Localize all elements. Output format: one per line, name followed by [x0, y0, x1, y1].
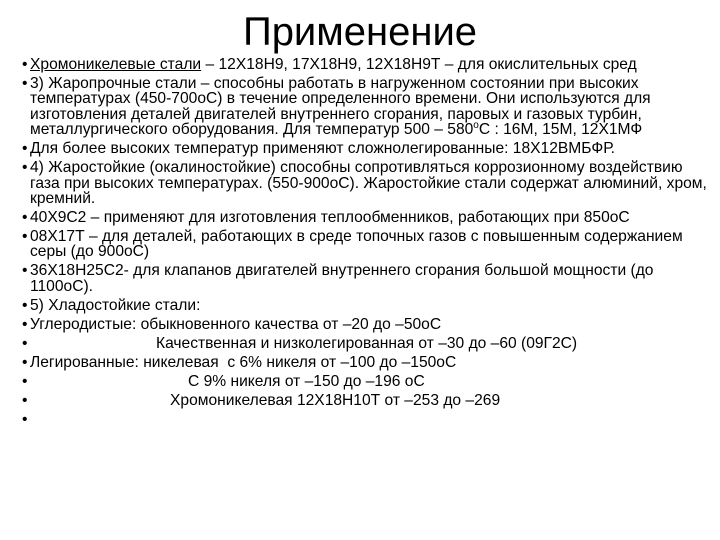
list-item-text-tail: С : 16М, 15М, 12Х1МФ — [478, 121, 643, 139]
bullet: • — [22, 56, 28, 73]
list-item-text: Хромоникелевая 12Х18Н10Т от –253 до –269 — [170, 391, 501, 409]
list-item — [22, 298, 712, 313]
list-item-text: Качественная и низколегированная от –30 до –60 (09Г2С) — [156, 334, 578, 352]
list-item-text: 4) Жаростойкие (окалиностойкие) способны сопротивляться коррозионному воздействию газа при высоких температурах. (550-900оС). Жаростойкие стали содержат алюминий, хром, кремний. — [30, 159, 707, 208]
bullet: • — [22, 296, 28, 314]
bullet: • — [22, 391, 28, 409]
list-item-text: С 9% никеля от –150 до –196 оС — [188, 372, 425, 390]
list-item — [22, 229, 712, 260]
list-item — [22, 160, 712, 206]
list-item-text: Легированные: никелевая с 6% никеля от –100 до –150оС — [30, 353, 457, 371]
list-item — [22, 336, 712, 351]
list-item-text: Для более высоких температур применяют сложнолегированные: 18Х12ВМБФР. — [30, 140, 615, 158]
bullet: • — [22, 410, 28, 428]
list-item — [22, 317, 712, 332]
list-item-lead: Хромоникелевые стали — [30, 56, 202, 73]
slide-title: Применение — [242, 10, 478, 54]
bullet: • — [22, 262, 28, 280]
list-item-text: Углеродистые: обыкновенного качества от –20 до –50оС — [30, 315, 442, 333]
bullet: • — [22, 159, 28, 177]
bullet: • — [22, 372, 28, 390]
bullet: • — [22, 353, 28, 371]
list-item-text: 08Х17Т – для деталей, работающих в среде топочных газов с повышенным содержанием серы (до 900оС) — [30, 228, 683, 261]
bullet: • — [22, 75, 28, 92]
list-item — [22, 263, 712, 294]
list-item-text: 5) Хладостойкие стали: — [30, 296, 201, 314]
list-item — [22, 355, 712, 370]
bullet: • — [22, 228, 28, 246]
degree-superscript: о — [473, 120, 479, 132]
list-item-text: 3) Жаропрочные стали – способны работать в нагруженном состоянии при высоких температурах (450-700оС) в течение определенного времени. Они используются для изготовления деталей двигателей внутреннего сгорания, паровых и газовых турбин, металлургического оборудования. Для температур 500 – 580 — [30, 75, 651, 139]
bullet: • — [22, 209, 28, 227]
list-item — [22, 57, 712, 72]
list-item — [22, 141, 712, 156]
list-item-text: – 12Х18Н9, 17Х18Н9, 12Х18Н9Т – для окислительных сред — [201, 56, 637, 73]
bullet: • — [22, 315, 28, 333]
slide-content — [22, 57, 712, 431]
list-item-text: 40Х9С2 – применяют для изготовления теплообменников, работающих при 850оС — [30, 209, 630, 227]
bullet: • — [22, 140, 28, 158]
bullet: • — [22, 334, 28, 352]
list-item-text: 36Х18Н25С2- для клапанов двигателей внутреннего сгорания большой мощности (до 1100оС). — [30, 262, 654, 295]
list-item — [22, 374, 712, 389]
list-item — [22, 76, 712, 138]
list-item — [22, 393, 712, 408]
list-item — [22, 412, 712, 427]
list-item — [22, 210, 712, 225]
